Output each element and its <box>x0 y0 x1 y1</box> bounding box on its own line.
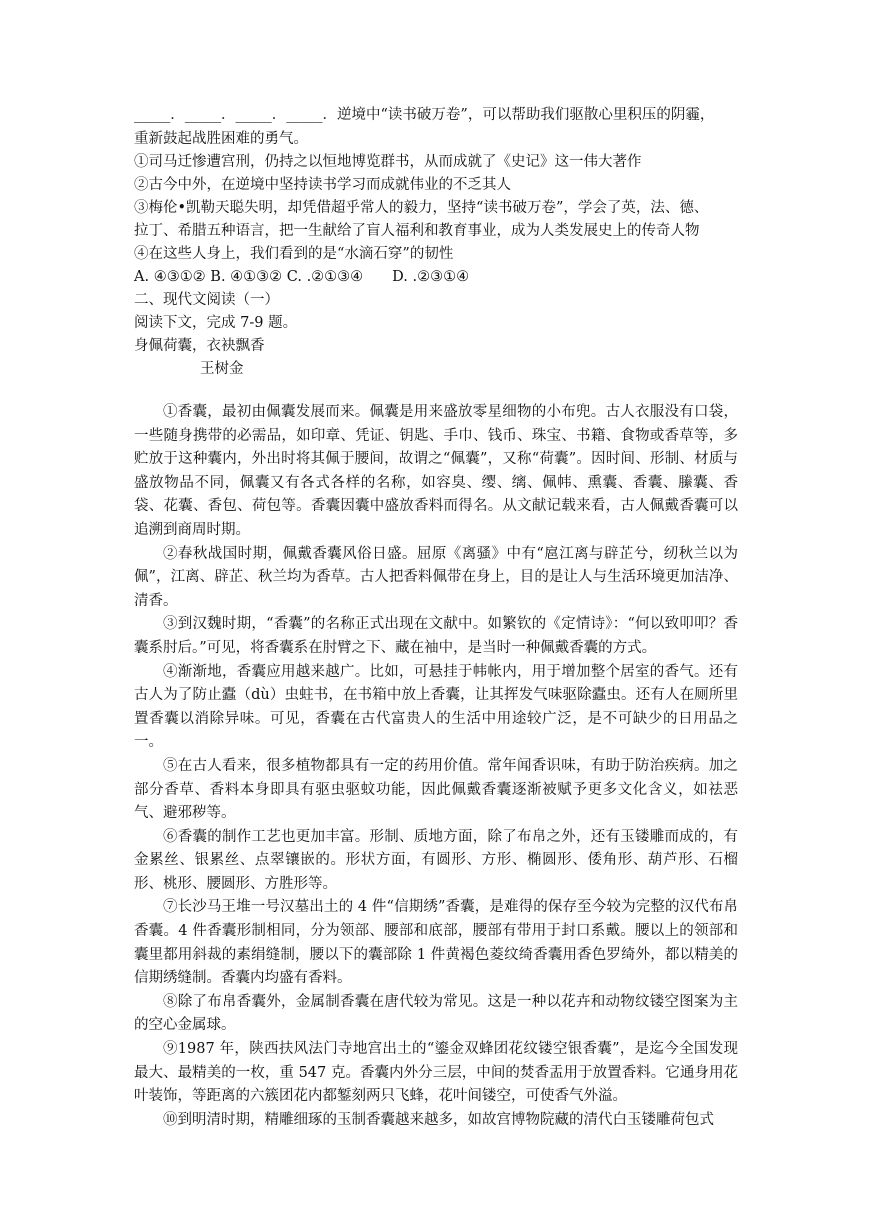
article-paragraph-7: ⑦长沙马王堆一号汉墓出土的 4 件“信期绣”香囊，是难得的保存至今较为完整的汉代布帛香囊。4 件香囊形制相同，分为领部、腰部和底部，腰部有带用于封口系戴。腰以上的领部和囊里都用斜裁的素绢缝制，腰以下的囊部除 1 件黄褐色菱纹绮香囊用香色罗绮外，都以精美的信期绣缝制。香囊内均盛有香料。 <box>134 899 738 987</box>
question-6-item-3: ③梅伦•凯勒天聪失明，却凭借超乎常人的毅力，坚持“读书破万卷”，学会了英，法、德、 <box>134 200 709 216</box>
article-body <box>134 401 738 1132</box>
article-paragraph-9: ⑨1987 年，陕西扶风法门寺地宫出土的“鎏金双蜂团花纹镂空银香囊”，是迄今全国发现最大、最精美的一枚，重 547 克。香囊内外分三层，中间的焚香盂用于放置香料。它通身用花叶装饰，等距离的六簇团花内都錾刻两只飞蜂，花叶间镂空，可使香气外溢。 <box>134 1041 738 1105</box>
question-6-item-3-cont: 拉丁、希腊五种语言，把一生献给了盲人福利和教育事业，成为人类发展史上的传奇人物 <box>134 223 700 239</box>
question-6-item-2: ②古今中外，在逆境中坚持读书学习而成就伟业的不乏其人 <box>134 177 511 193</box>
question-6-options: A. ④③①② B. ④①③② C. .②①③④ D. .②③①④ <box>134 269 470 285</box>
article-paragraph-2: ②春秋战国时期，佩戴香囊风俗日盛。屈原《离骚》中有“扈江离与辟芷兮，纫秋兰以为佩”，江离、辟芷、秋兰均为香草。古人把香料佩带在身上，目的是让人与生活环境更加洁净、清香。 <box>134 545 738 609</box>
article-paragraph-6: ⑥香囊的制作工艺也更加丰富。形制、质地方面，除了布帛之外，还有玉镂雕而成的，有金累丝、银累丝、点翠镶嵌的。形状方面，有圆形、方形、椭圆形、倭角形、葫芦形、石榴形、桃形、腰圆形、方胜形等。 <box>134 828 738 892</box>
question-6-item-1: ①司马迁惨遭宫刑，仍持之以恒地博览群书，从而成就了《史记》这一伟大著作 <box>134 154 642 170</box>
article-paragraph-8: ⑧除了布帛香囊外，金属制香囊在唐代较为常见。这是一种以花卉和动物纹镂空图案为主的空心金属球。 <box>134 993 738 1034</box>
reading-instruction: 阅读下文，完成 7-9 题。 <box>134 315 298 331</box>
article-paragraph-5: ⑤在古人看来，很多植物都具有一定的药用价值。常年闻香识味，有助于防治疾病。加之部分香草、香料本身即具有驱虫驱蚊功能，因此佩戴香囊逐渐被赋予更多文化含义，如祛恶气、避邪秽等。 <box>134 757 738 822</box>
question-6-stem-line-2: 重新鼓起战胜困难的勇气。 <box>134 131 308 147</box>
article-title: 身佩荷囊，衣袂飘香 <box>134 338 265 354</box>
article-paragraph-10: ⑩到明清时期，精雕细琢的玉制香囊越来越多，如故宫博物院藏的清代白玉镂雕荷包式 <box>163 1111 714 1128</box>
article-paragraph-3: ③到汉魏时期，“香囊”的名称正式出现在文献中。如繁钦的《定情诗》：“何以致叩叩？香囊系肘后。”可见，将香囊系在肘臂之下、藏在袖中，是当时一种佩戴香囊的方式。 <box>134 616 738 656</box>
article-paragraph-1: ①香囊，最初由佩囊发展而来。佩囊是用来盛放零星细物的小布兜。古人衣服没有口袋，一些随身携带的必需品，如印章、凭证、钥匙、手巾、钱币、珠宝、书籍、食物或香草等，多贮放于这种囊内，外出时将其佩于腰间，故谓之“佩囊”，又称“荷囊”。因时间、形制、材质与盛放物品不同，佩囊又有各式各样的名称，如容臭、缨、缡、佩帏、熏囊、香囊、縢囊、香袋、花囊、香包、荷包等。香囊因囊中盛放香料而得名。从文献记载来看，古人佩戴香囊可以追溯到商周时期。 <box>134 404 738 538</box>
question-6-item-4: ④在这些人身上，我们看到的是“水滴石穿”的韧性 <box>134 246 454 262</box>
article-author: 王树金 <box>200 361 244 377</box>
section-heading: 二、现代文阅读（一） <box>134 292 279 308</box>
article-paragraph-4: ④渐渐地，香囊应用越来越广。比如，可悬挂于帏帐内，用于增加整个居室的香气。还有古人为了防止蠹（dù）虫蛀书，在书箱中放上香囊，让其挥发气味驱除蠹虫。还有人在厕所里置香囊以消除异味。可见，香囊在古代富贵人的生活中用途较广泛，是不可缺少的日用品之一。 <box>134 663 738 751</box>
question-6-stem-line-1: _____．_____．_____．_____．逆境中“读书破万卷”，可以帮助我们驱散心里积压的阴霾， <box>134 107 715 123</box>
